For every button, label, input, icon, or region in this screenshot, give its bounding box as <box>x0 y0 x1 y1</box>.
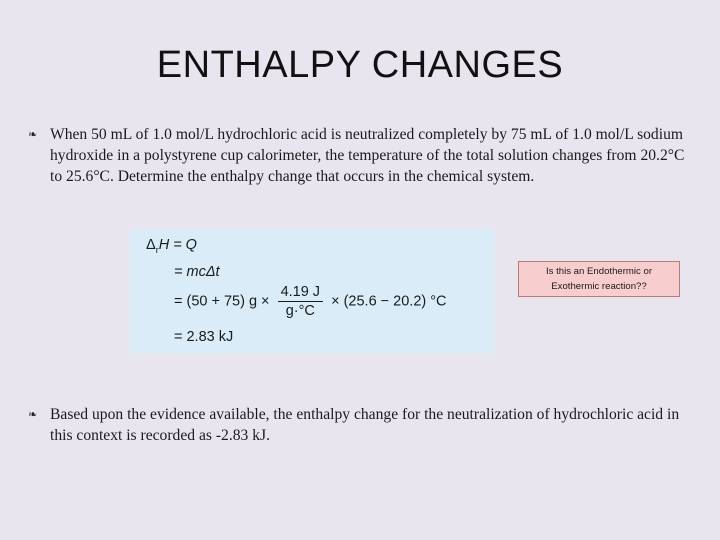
equation-line-1-text: H = Q <box>158 237 197 253</box>
bullet-problem-text: When 50 mL of 1.0 mol/L hydrochloric acid is neutralized completely by 75 mL of 1.0 mol/L sodium hydroxide in a polystyrene cup calorimeter, the temperature of the total solution changes from 20.2°C to 25.6°C. Determine the enthalpy change that occurs in the chemical system. <box>50 126 685 185</box>
fraction-denominator: g·°C <box>285 303 315 319</box>
equation-line-1 <box>146 237 197 255</box>
bullet-icon: ❧ <box>28 128 38 141</box>
specific-heat-fraction <box>278 284 324 319</box>
bullet-problem <box>28 124 700 187</box>
equation-line-4: = 2.83 kJ <box>174 329 234 345</box>
equation-line-2: = mcΔt <box>174 264 220 280</box>
slide-title: ENTHALPY CHANGES <box>156 44 564 86</box>
reaction-subscript: r <box>155 244 159 255</box>
bullet-icon: ❧ <box>28 408 38 421</box>
equation-line-3-suffix: × (25.6 − 20.2) °C <box>331 293 447 310</box>
bullet-conclusion-text: Based upon the evidence available, the enthalpy change for the neutralization of hydrochloric acid in this context is recorded as -2.83 kJ. <box>50 406 680 444</box>
equation-box <box>130 229 494 353</box>
question-text: Is this an Endothermic or Exothermic reaction?? <box>545 266 653 292</box>
fraction-numerator: 4.19 J <box>278 284 324 302</box>
delta-symbol: Δ <box>146 237 156 253</box>
equation-line-3 <box>174 284 447 319</box>
equation-line-3-prefix: = (50 + 75) g × <box>174 293 270 310</box>
bullet-conclusion <box>28 404 700 446</box>
question-callout <box>518 261 680 297</box>
